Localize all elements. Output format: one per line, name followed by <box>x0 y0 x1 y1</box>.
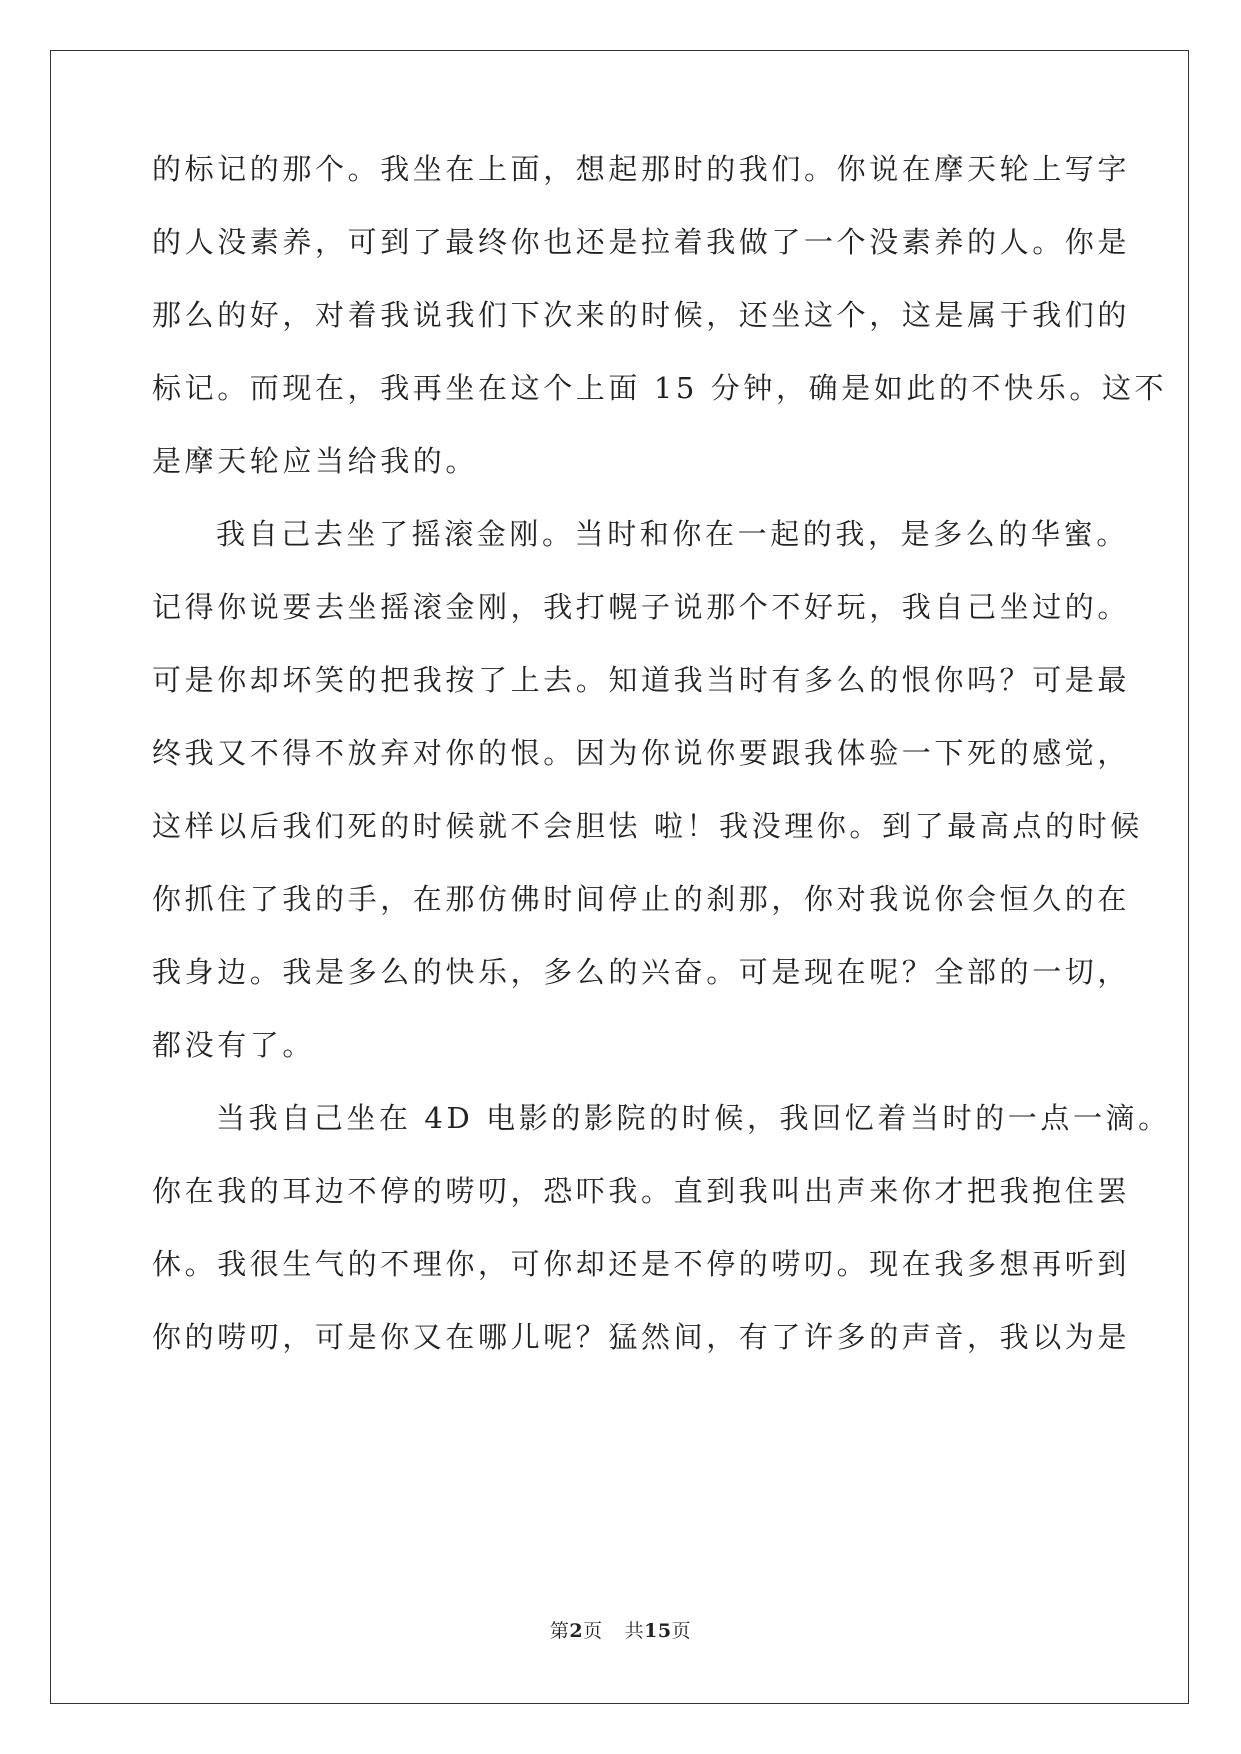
total-pages: 15 <box>644 1620 672 1642</box>
total-suffix: 页 <box>671 1620 692 1642</box>
page-suffix: 页 <box>583 1620 603 1642</box>
body-text-line: 休。我很生气的不理你，可你却还是不停的唠叨。现在我多想再听到 <box>152 1247 1131 1281</box>
body-text-line: 你的唠叨，可是你又在哪儿呢？猛然间，有了许多的声音，我以为是 <box>152 1320 1131 1354</box>
body-text-line: 是摩天轮应当给我的。 <box>152 444 479 478</box>
page-prefix: 第 <box>549 1620 570 1642</box>
body-text-line: 那么的好，对着我说我们下次来的时候，还坐这个，这是属于我们的 <box>152 298 1131 332</box>
body-text-line: 的人没素养，可到了最终你也还是拉着我做了一个没素养的人。你是 <box>152 225 1131 259</box>
body-text-line: 的标记的那个。我坐在上面，想起那时的我们。你说在摩天轮上写字 <box>152 152 1131 186</box>
paragraph-start-line: 当我自己坐在 4D 电影的影院的时候，我回忆着当时的一点一滴。 <box>216 1101 1171 1135</box>
body-text-line: 你抓住了我的手，在那仿佛时间停止的刹那，你对我说你会恒久的在 <box>152 882 1131 916</box>
body-text-line: 可是你却坏笑的把我按了上去。知道我当时有多么的恨你吗？可是最 <box>152 663 1131 697</box>
total-prefix: 共 <box>624 1620 645 1642</box>
body-text-line: 你在我的耳边不停的唠叨，恐吓我。直到我叫出声来你才把我抱住罢 <box>152 1174 1131 1208</box>
body-text-line: 都没有了。 <box>152 1028 316 1062</box>
page-footer <box>0 1616 1241 1643</box>
body-text-line: 这样以后我们死的时候就不会胆怯 啦！我没理你。到了最高点的时候 <box>152 809 1143 843</box>
body-text-line: 记得你说要去坐摇滚金刚，我打幌子说那个不好玩，我自己坐过的。 <box>152 590 1131 624</box>
paragraph-start-line: 我自己去坐了摇滚金刚。当时和你在一起的我，是多么的华蜜。 <box>216 517 1129 551</box>
body-text-line: 标记。而现在，我再坐在这个上面 15 分钟，确是如此的不快乐。这不 <box>152 371 1168 405</box>
body-text-line: 我身边。我是多么的快乐，多么的兴奋。可是现在呢？全部的一切， <box>152 955 1131 989</box>
page-number: 2 <box>569 1620 584 1642</box>
body-text-line: 终我又不得不放弃对你的恨。因为你说你要跟我体验一下死的感觉， <box>152 736 1131 770</box>
